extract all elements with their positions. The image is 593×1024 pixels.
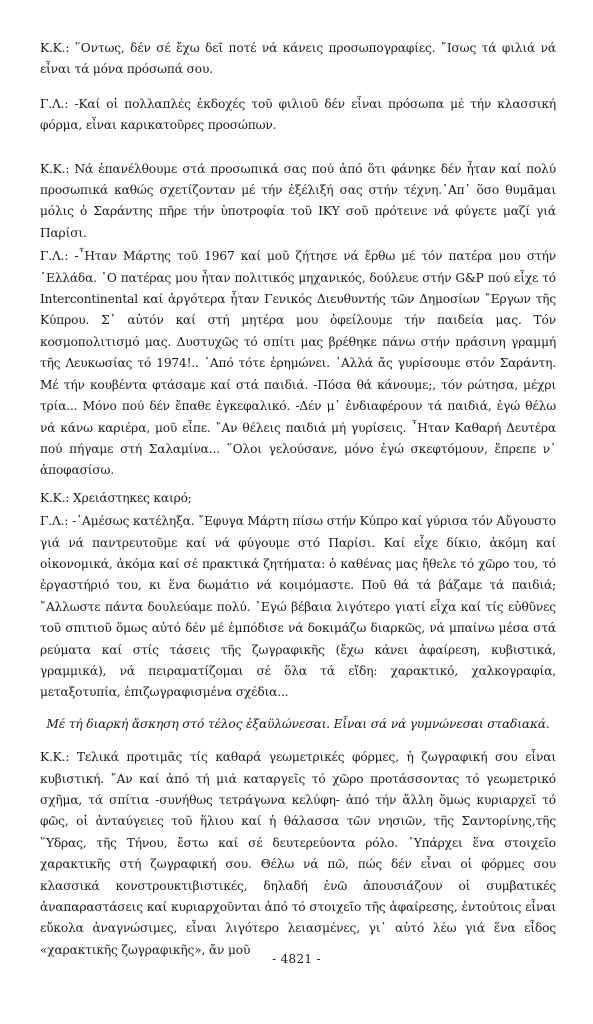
paragraph-gl-kiss-versions: Γ.Λ.: -Καί οἱ πολλαπλές ἐκδοχές τοῦ φιλιοῦ δέν εἶναι πρόσωπα μέ τήν κλασσική φόρμα, εἶναι καρικατοῦρες προσώπων. [40, 96, 556, 133]
paragraph-kk-geometric-forms: Κ.Κ.: Τελικά προτιμᾶς τίς καθαρά γεωμετρικές φόρμες, ἡ ζωγραφική σου εἶναι κυβιστική. ῎Αν καί ἀπό τή μιά καταργεῖς τό χῶρο προτάσσοντας τό γεωμετρικό σχῆμα, τά σπίτια -συνήθως τετράγωνα κελύφη- ἀπό τήν ἄλλη ὅμως κυριαρχεῖ τό φῶς, οἱ ἀνταύγειες τοῦ ἥλιου καί ἡ θάλασσα τῶν νησιῶν, τῆς Σαντορίνης,τῆς ῞Υδρας, τῆς Τήνου, ἔστω καί σέ δευτερεύοντα ρόλο. ῾Υπάρχει ἕνα στοιχεῖο χαρακτικῆς στή ζωγραφική σου. Θέλω νά πῶ, πώς δέν εἶναι οἱ φόρμες σου κλασσικά κονστρουκτιβιστικές, δηλαδή ἐνῶ ἀπουσιάζουν οἱ συμβατικές ἀναπαραστάσεις καί κυριαρχοῦνται ἀπό τό στοιχεῖο τῆς ἀφαίρεσης, ἐντούτοις εἶναι εὔκολα ἀναγνώσιμες, εἶναι λιγότερο λειασμένες, γι᾿ αὐτό λέω γιά ἕνα εἶδος «χαρακτικῆς ζωγραφικῆς», ἄν μοῦ [40, 750, 556, 957]
paragraph-kk-portraits: Κ.Κ.: ῞Οντως, δέν σέ ἔχω δεῖ ποτέ νά κάνεις προσωπογραφίες. ῎Ισως τά φιλιά νά εἶναι τά μόνα πρόσωπά σου. [40, 41, 556, 77]
paragraph-gl-march-1967: Γ.Λ.: -῏Ηταν Μάρτης τοῦ 1967 καί μοῦ ζήτησε νά ἔρθω μέ τόν πατέρα μου στήν ῾Ελλάδα. ῾Ο πατέρας μου ἦταν πολιτικός μηχανικός, δούλευε στήν G&P πού εἶχε τό Intercontinental καί ἀργότερα ἦταν Γενικός Διευθυντής τῶν Δημοσίων ῎Εργων τῆς Κύπρου. Σ᾿ αὐτόν καί στή μητέρα μου ὀφείλουμε τήν παιδεία μας. Τόν κοσμοπολιτισμό μας. Δυστυχῶς τό σπίτι μας βρέθηκε πάνω στήν πράσινη γραμμή τῆς Λευκωσίας τό 1974!.. ᾿Από τότε ἐρημώνει. ᾿Αλλά ἄς γυρίσουμε στόν Σαράντη. Μέ τήν κουβέντα φτάσαμε καί στά παιδιά. -Πόσα θά κάνουμε;, τόν ρώτησα, μέχρι τρία... Μόνο πού δέν ἔπαθε ἐγκεφαλικό. -Δέν μ᾿ ἐνδιαφέρουν τά παιδιά, ἐγώ θέλω νά κάνω καριέρα, μοῦ εἶπε. ῎Αν θέλεις παιδιά μή γυρίσεις. ῏Ηταν Καθαρή Δευτέρα πού πήγαμε στή Σαλαμίνα... ῞Ολοι γελούσανε, μόνο ἐγώ σκεφτόμουν, ἔπρεπε ν᾿ ἀποφασίσω. [40, 249, 556, 478]
paragraph-kk-personal: Κ.Κ.: Νά ἐπανέλθουμε στά προσωπικά σας πού ἀπό ὅτι φάνηκε δέν ἦταν καί πολύ προσωπικά καθώς σχετίζονταν μέ τήν ἐξέλιξή σας στήν τέχνη.᾿Απ᾿ ὅσο θυμᾶμαι μόλις ὁ Σαράντης πῆρε τήν ὑποτροφία τοῦ ΙΚΥ σοῦ πρότεινε νά φύγετε μαζί γιά Παρίσι. [40, 161, 556, 240]
paragraph-kk-time: Κ.Κ.: Χρειάστηκες καιρό; [40, 490, 192, 505]
italic-quote: Μέ τή διαρκή ἄσκηση στό τέλος ἐξαϋλώνεσαι. Εἶναι σά νά γυμνώνεσαι σταδιακά. [46, 716, 550, 731]
paragraph-gl-decision: Γ.Λ.: -᾿Αμέσως κατέληξα. ῎Εφυγα Μάρτη πίσω στήν Κύπρο καί γύρισα τόν Αὔγουστο γιά νά παντρευτοῦμε καί νά φύγουμε στό Παρίσι. Καί εἶχε δίκιο, ἀκόμη καί οἰκονομικά, ἀκόμα καί σέ πρακτικά ζητήματα: ὁ καθένας μας ἤθελε τό χῶρο του, τό ἐργαστήριό του, κι ἕνα δωμάτιο νά κοιμόμαστε. Ποῦ θά τά βάζαμε τά παιδιά; ῎Αλλωστε πάντα δουλεύαμε πολύ. ᾿Εγώ βέβαια λιγότερο γιατί εἶχα καί τίς εὐθῦνες τοῦ σπιτιοῦ ὅμως αὐτό δέν μέ ἐμπόδισε νά δοκιμάζω διαρκῶς, νά μπαίνω μέσα στά ρεύματα καί στίς τάσεις τῆς ζωγραφικῆς (ἔχω κάνει ἀφαίρεση, κυβιστικά, γραμμικά), νά πειραματίζομαι σέ ὅλα τά εἴδη: χαρακτικό, χαλκογραφία, μεταξοτυπία, ἐπιζωγραφισμένα σχέδια... [40, 514, 556, 700]
page-body [40, 38, 556, 961]
page-number: - 4821 - [272, 952, 321, 966]
